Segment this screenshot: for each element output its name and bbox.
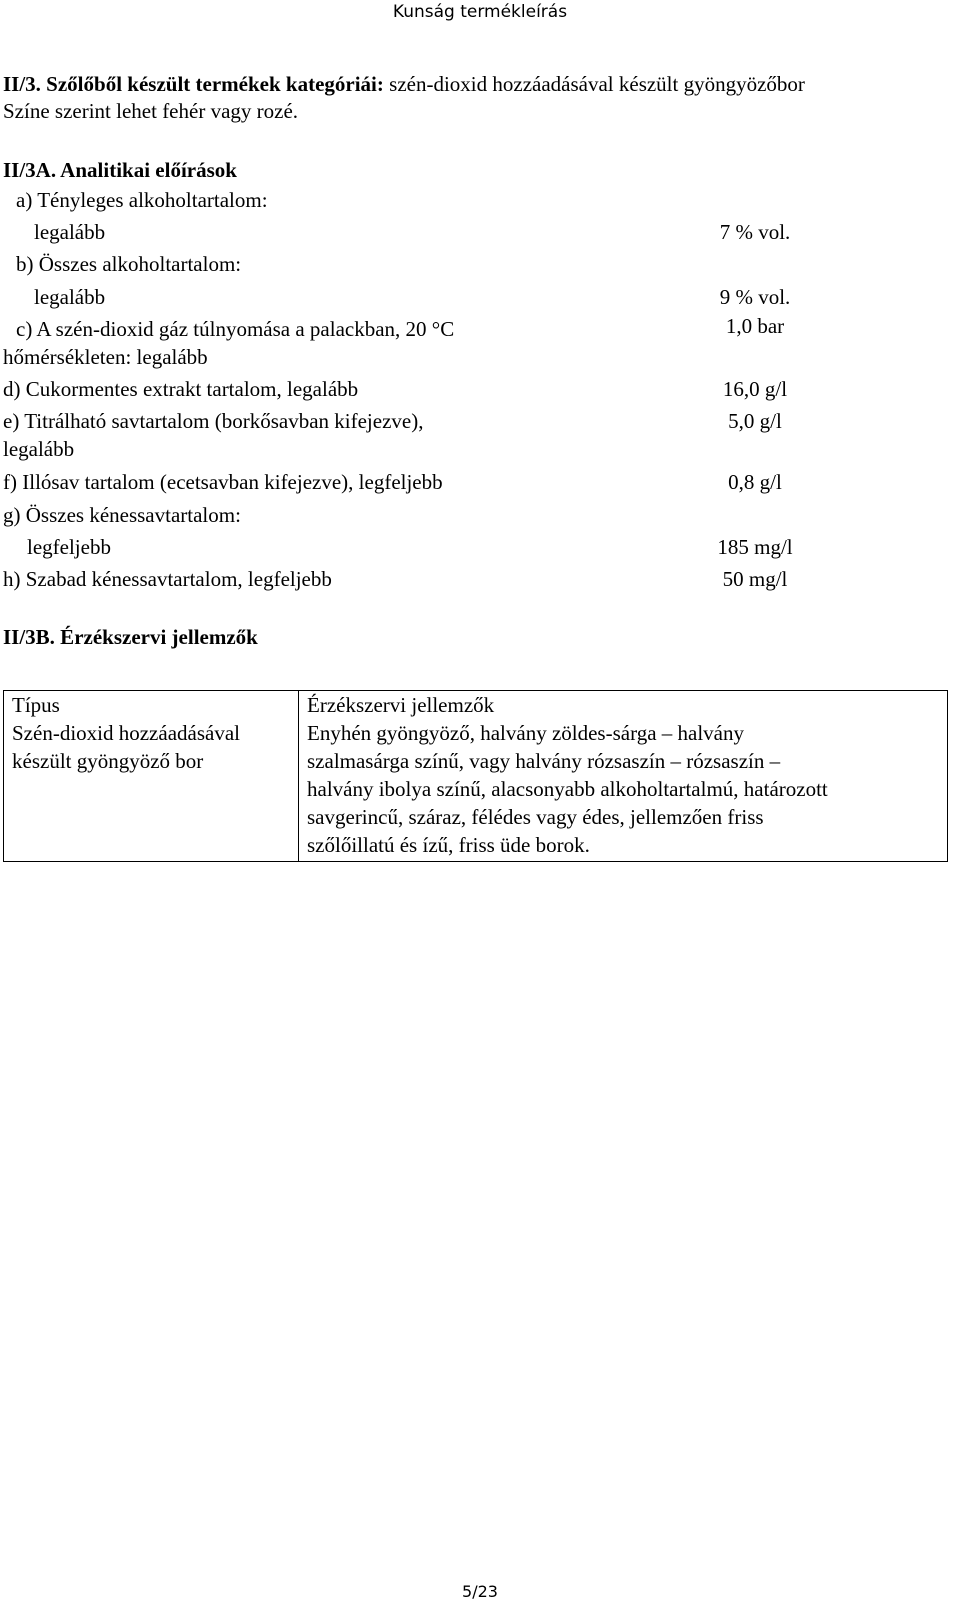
cell-type — [4, 719, 299, 862]
analytics-item-g-label — [3, 503, 241, 527]
analytics-item-h-value: 50 mg/l — [722, 567, 788, 591]
item-text: Tényleges alkoholtartalom: — [32, 188, 268, 212]
analytics-item-b-value: 9 % vol. — [719, 285, 791, 309]
analytics-item-f-label — [3, 470, 443, 494]
analytics-item-d-value: 16,0 g/l — [722, 377, 788, 401]
item-text: A szén-dioxid gáz túlnyomása a palackban, 20 °C — [32, 317, 455, 341]
analytics-item-e-value: 5,0 g/l — [728, 409, 782, 433]
type-line: Szén-dioxid hozzáadásával — [12, 721, 240, 745]
desc-line: szőlőillatú és ízű, friss üde borok. — [307, 833, 590, 857]
table-header-row — [4, 691, 948, 720]
analytics-item-g-sub: legfeljebb — [27, 535, 111, 559]
analytics-item-c-sub: hőmérsékleten: legalább — [3, 345, 208, 369]
item-text: Titrálható savtartalom (borkősavban kifejezve), — [19, 409, 424, 433]
desc-line: szalmasárga színű, vagy halvány rózsaszín – rózsaszín – — [307, 749, 781, 773]
item-text: Cukormentes extrakt tartalom, legalább — [20, 377, 359, 401]
item-letter: g) — [3, 503, 21, 527]
analytics-item-d-label — [3, 377, 358, 401]
header-type: Típus — [4, 691, 299, 720]
item-text: Szabad kénessavtartalom, legfeljebb — [20, 567, 332, 591]
page-header: Kunság termékleírás — [392, 2, 568, 22]
item-letter: h) — [3, 567, 21, 591]
item-text: Illósav tartalom (ecetsavban kifejezve), legfeljebb — [17, 470, 443, 494]
header-description: Érzékszervi jellemzők — [299, 691, 948, 720]
analytics-heading: II/3A. Analitikai előírások — [3, 158, 237, 182]
section-heading-bold: II/3. Szőlőből készült termékek kategóriái: — [3, 72, 384, 96]
page-number: 5/23 — [462, 1582, 498, 1601]
table-row — [4, 719, 948, 862]
sensory-table — [3, 690, 948, 862]
desc-line: halvány ibolya színű, alacsonyabb alkoholtartalmú, határozott — [307, 777, 828, 801]
section-heading — [3, 72, 805, 96]
desc-line: Enyhén gyöngyöző, halvány zöldes-sárga – halvány — [307, 721, 744, 745]
item-letter: c) — [16, 317, 33, 341]
item-text: Összes alkoholtartalom: — [33, 252, 242, 276]
analytics-item-a-sub: legalább — [34, 220, 106, 244]
type-line: készült gyöngyöző bor — [12, 749, 204, 773]
item-letter: d) — [3, 377, 21, 401]
analytics-item-c-label — [16, 317, 454, 341]
sensory-heading: II/3B. Érzékszervi jellemzők — [3, 625, 258, 649]
section-heading-rest: szén-dioxid hozzáadásával készült gyöngyözőbor — [383, 72, 805, 96]
analytics-item-b-sub: legalább — [34, 285, 106, 309]
analytics-item-f-value: 0,8 g/l — [728, 470, 782, 494]
color-line: Színe szerint lehet fehér vagy rozé. — [3, 99, 299, 123]
item-letter: a) — [16, 188, 33, 212]
item-text: Összes kénessavtartalom: — [20, 503, 241, 527]
analytics-item-b-label — [16, 252, 241, 276]
analytics-item-g-value: 185 mg/l — [717, 535, 793, 559]
desc-line: savgerincű, száraz, félédes vagy édes, jellemzően friss — [307, 805, 764, 829]
item-letter: e) — [3, 409, 20, 433]
item-letter: f) — [3, 470, 17, 494]
analytics-item-e-label — [3, 409, 423, 433]
analytics-item-a-label — [16, 188, 268, 212]
analytics-item-e-sub: legalább — [3, 437, 75, 461]
item-letter: b) — [16, 252, 34, 276]
analytics-item-c-value: 1,0 bar — [725, 314, 785, 338]
analytics-item-a-value: 7 % vol. — [719, 220, 791, 244]
cell-description — [299, 719, 948, 862]
analytics-item-h-label — [3, 567, 332, 591]
